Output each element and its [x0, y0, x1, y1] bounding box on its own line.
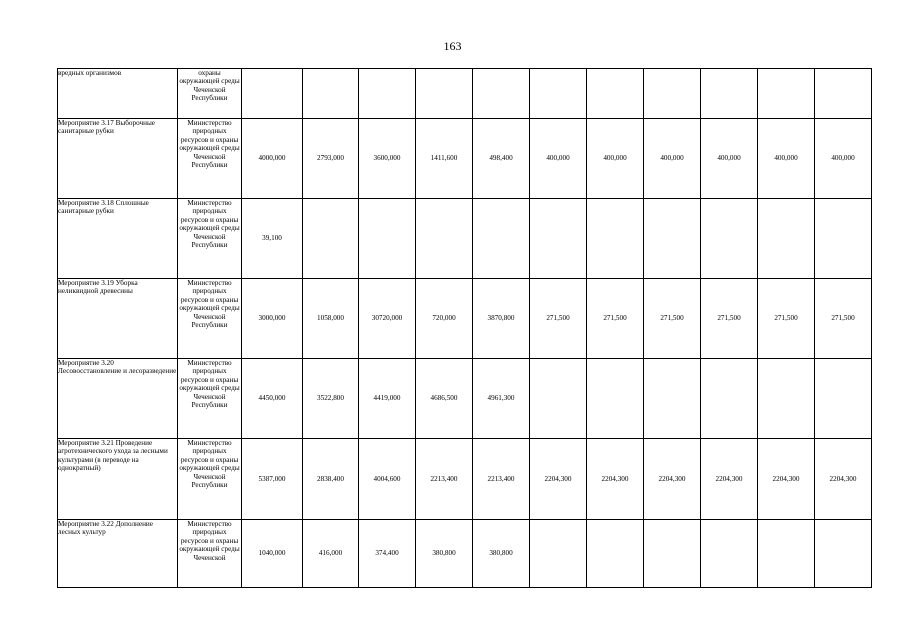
- value-cell: [416, 199, 473, 279]
- value-cell: 498,400: [473, 119, 530, 199]
- value-cell: 2204,300: [587, 439, 644, 520]
- value-cell: [701, 359, 758, 439]
- value-cell: 2838,400: [303, 439, 359, 520]
- value-cell: [815, 359, 872, 439]
- executor-cell: Министерство природных ресурсов и охраны окружающей среды Чеченской Республики: [178, 359, 242, 439]
- value-cell: [815, 69, 872, 119]
- measure-name-cell: вредных организмов: [58, 69, 178, 119]
- value-cell: [815, 520, 872, 588]
- table-row: [58, 439, 872, 520]
- measure-name-cell: Мероприятие 3.17 Выборочные санитарные рубки: [58, 119, 178, 199]
- value-cell: 400,000: [758, 119, 815, 199]
- value-cell: [815, 199, 872, 279]
- value-cell: 2204,300: [701, 439, 758, 520]
- table-row: [58, 69, 872, 119]
- executor-cell: охраны окружающей среды Чеченской Республики: [178, 69, 242, 119]
- value-cell: 1058,000: [303, 279, 359, 359]
- table-row: [58, 279, 872, 359]
- value-cell: [758, 69, 815, 119]
- value-cell: 271,500: [758, 279, 815, 359]
- value-cell: [359, 199, 416, 279]
- value-cell: [530, 199, 587, 279]
- value-cell: 416,000: [303, 520, 359, 588]
- value-cell: 400,000: [815, 119, 872, 199]
- value-cell: 3600,000: [359, 119, 416, 199]
- measure-name-cell: Мероприятие 3.19 Уборка неликвидной древесины: [58, 279, 178, 359]
- value-cell: [701, 520, 758, 588]
- value-cell: [416, 69, 473, 119]
- value-cell: 39,100: [242, 199, 303, 279]
- measure-name-cell: Мероприятие 3.22 Дополнение лесных культур: [58, 520, 178, 588]
- value-cell: 380,800: [416, 520, 473, 588]
- value-cell: 400,000: [587, 119, 644, 199]
- value-cell: [587, 520, 644, 588]
- value-cell: 400,000: [530, 119, 587, 199]
- value-cell: [530, 520, 587, 588]
- value-cell: [587, 69, 644, 119]
- value-cell: 3000,000: [242, 279, 303, 359]
- value-cell: [758, 199, 815, 279]
- executor-cell: Министерство природных ресурсов и охраны окружающей среды Чеченской Республики: [178, 439, 242, 520]
- value-cell: 4686,500: [416, 359, 473, 439]
- value-cell: 720,000: [416, 279, 473, 359]
- value-cell: [587, 359, 644, 439]
- value-cell: 4450,000: [242, 359, 303, 439]
- page-number: 163: [443, 39, 462, 53]
- measure-name-cell: Мероприятие 3.20 Лесовосстановление и лесоразведение: [58, 359, 178, 439]
- value-cell: [473, 199, 530, 279]
- value-cell: 271,500: [587, 279, 644, 359]
- measure-name-cell: Мероприятие 3.18 Сплошные санитарные рубки: [58, 199, 178, 279]
- measure-name-cell: Мероприятие 3.21 Проведение агротехнического ухода за лесными культурами (в переводе на однократный): [58, 439, 178, 520]
- value-cell: [644, 199, 701, 279]
- value-cell: [758, 359, 815, 439]
- table-row: [58, 520, 872, 588]
- executor-cell: Министерство природных ресурсов и охраны окружающей среды Чеченской: [178, 520, 242, 588]
- value-cell: [530, 69, 587, 119]
- value-cell: 4961,300: [473, 359, 530, 439]
- value-cell: 1411,600: [416, 119, 473, 199]
- value-cell: [758, 520, 815, 588]
- executor-cell: Министерство природных ресурсов и охраны окружающей среды Чеченской Республики: [178, 279, 242, 359]
- value-cell: 2793,000: [303, 119, 359, 199]
- value-cell: 30720,000: [359, 279, 416, 359]
- value-cell: 271,500: [815, 279, 872, 359]
- executor-cell: Министерство природных ресурсов и охраны окружающей среды Чеченской Республики: [178, 119, 242, 199]
- value-cell: [473, 69, 530, 119]
- value-cell: 2204,300: [815, 439, 872, 520]
- value-cell: [359, 69, 416, 119]
- table-row: [58, 359, 872, 439]
- value-cell: 271,500: [644, 279, 701, 359]
- value-cell: [530, 359, 587, 439]
- value-cell: 2204,300: [644, 439, 701, 520]
- value-cell: 380,800: [473, 520, 530, 588]
- value-cell: 2204,300: [530, 439, 587, 520]
- value-cell: [303, 69, 359, 119]
- value-cell: [644, 520, 701, 588]
- value-cell: 4000,000: [242, 119, 303, 199]
- value-cell: 3522,800: [303, 359, 359, 439]
- value-cell: 1040,000: [242, 520, 303, 588]
- value-cell: [701, 69, 758, 119]
- value-cell: 400,000: [701, 119, 758, 199]
- value-cell: [644, 359, 701, 439]
- value-cell: 3870,800: [473, 279, 530, 359]
- value-cell: 2213,400: [473, 439, 530, 520]
- value-cell: [644, 69, 701, 119]
- budget-table: [57, 68, 872, 588]
- value-cell: 271,500: [701, 279, 758, 359]
- value-cell: [303, 199, 359, 279]
- value-cell: [587, 199, 644, 279]
- value-cell: 4004,600: [359, 439, 416, 520]
- value-cell: 374,400: [359, 520, 416, 588]
- value-cell: [701, 199, 758, 279]
- executor-cell: Министерство природных ресурсов и охраны окружающей среды Чеченской Республики: [178, 199, 242, 279]
- table-row: [58, 199, 872, 279]
- value-cell: [242, 69, 303, 119]
- value-cell: 271,500: [530, 279, 587, 359]
- table-row: [58, 119, 872, 199]
- value-cell: 4419,000: [359, 359, 416, 439]
- value-cell: 5387,000: [242, 439, 303, 520]
- value-cell: 2204,300: [758, 439, 815, 520]
- value-cell: 2213,400: [416, 439, 473, 520]
- value-cell: 400,000: [644, 119, 701, 199]
